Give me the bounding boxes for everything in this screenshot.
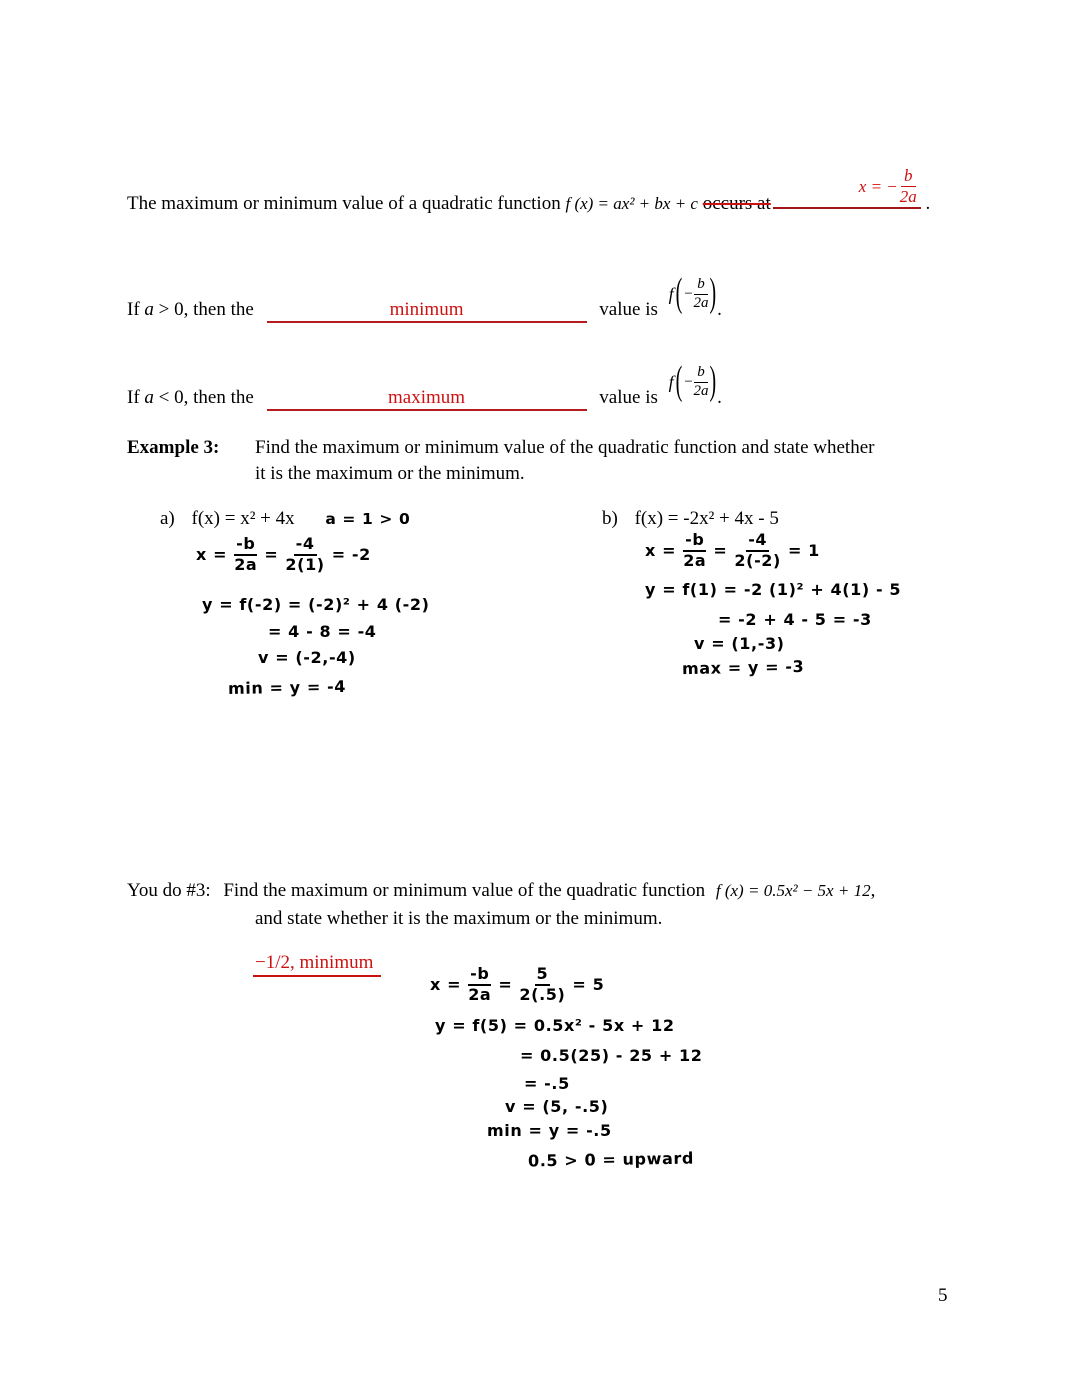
hw-fraction-5-over-1 — [519, 966, 565, 1004]
hw-equals: = — [498, 975, 513, 995]
quadratic-formula: f (x) = ax² + bx + c — [565, 194, 698, 213]
left-paren: ( — [675, 271, 683, 316]
fraction-numerator: -b — [683, 532, 706, 552]
hw-x-result: = 1 — [787, 541, 820, 561]
blank-answer-maximum: maximum — [388, 386, 466, 408]
fraction-denominator: 2(.5) — [519, 984, 566, 1004]
fraction-denominator: 2a — [693, 382, 709, 399]
occurs-at-struck-text: occurs at — [702, 193, 771, 214]
hw-fraction-neg4-over-2 — [285, 536, 324, 574]
fraction-numerator: b — [694, 365, 708, 383]
youdo-instruction: Find the maximum or minimum value of the quadratic function — [223, 880, 706, 901]
part-b-label: b) — [602, 508, 618, 529]
hw-fraction-neg-b-over-2a — [234, 536, 257, 574]
part-a-label: a) — [160, 508, 175, 529]
fraction-denominator: 2a — [899, 187, 917, 207]
part-a-work-vertex-line: v = (-2,-4) — [258, 648, 356, 667]
youdo-work-x-line — [430, 966, 604, 1004]
condition-prefix: If — [127, 298, 140, 320]
youdo-work-y3-line: = -.5 — [524, 1074, 570, 1093]
handwritten-vertex-x-annotation — [859, 167, 917, 206]
fraction-b-over-2a — [693, 365, 708, 400]
fraction-denominator: 2(-2) — [734, 550, 781, 570]
part-b-work-max-line: max = y = -3 — [681, 656, 805, 679]
hw-x-lead: x = — [196, 545, 228, 565]
variable-a: a — [144, 386, 154, 408]
youdo-work-min-line: min = y = -.5 — [487, 1121, 612, 1140]
youdo-line2: and state whether it is the maximum or the minimum. — [255, 908, 663, 929]
part-a-function: f(x) = x² + 4x — [191, 508, 295, 529]
part-b-work-vertex-line: v = (1,-3) — [694, 634, 785, 653]
f-of-neg-b-over-2a — [668, 359, 717, 404]
part-b-header — [602, 508, 779, 530]
fraction-b-over-2a — [900, 167, 917, 206]
fraction-denominator: 2a — [468, 984, 492, 1004]
example3-instruction-line1: Find the maximum or minimum value of the quadratic function and state whether — [255, 437, 875, 458]
example3-instruction-line2: it is the maximum or the minimum. — [255, 463, 525, 484]
fraction-numerator: -b — [468, 966, 491, 986]
negative-sign: − — [683, 285, 694, 302]
function-f: f — [668, 371, 674, 392]
fraction-numerator: -4 — [294, 536, 317, 556]
condition-prefix: If — [127, 386, 140, 408]
hw-x-result: = 5 — [572, 975, 605, 995]
condition-line-a-negative — [127, 359, 722, 415]
hw-x-result: = -2 — [331, 545, 371, 565]
part-b-work-y-line: y = f(1) = -2 (1)² + 4(1) - 5 — [645, 580, 902, 599]
right-paren: ) — [709, 271, 717, 316]
youdo-work-y-line: y = f(5) = 0.5x² - 5x + 12 — [435, 1016, 675, 1035]
function-f: f — [668, 283, 674, 304]
page-number: 5 — [938, 1285, 948, 1306]
fraction-numerator: 5 — [535, 966, 551, 986]
hw-equals: = — [713, 541, 728, 561]
hw-fraction-neg-b-over-2a — [468, 966, 491, 1004]
left-paren: ( — [675, 359, 683, 404]
fraction-numerator: -b — [234, 536, 257, 556]
youdo-work-y2-line: = 0.5(25) - 25 + 12 — [520, 1046, 703, 1065]
youdo-line1 — [127, 880, 875, 902]
youdo-after-formula: , — [870, 880, 876, 901]
fraction-numerator: -4 — [746, 532, 769, 552]
hw-x-lead: x = — [430, 975, 462, 995]
intro-period: . — [925, 193, 931, 214]
part-a-header — [160, 508, 410, 530]
hw-equals: = — [264, 545, 279, 565]
hw-fraction-neg-b-over-2a — [683, 532, 706, 570]
right-paren: ) — [709, 359, 717, 404]
condition-line-a-positive — [127, 271, 722, 327]
youdo-label: You do #3: — [127, 880, 211, 901]
condition-period: . — [717, 298, 722, 320]
condition-middle-text: value is — [599, 298, 658, 320]
intro-line — [127, 166, 931, 215]
part-a-handwritten-note: a = 1 > 0 — [325, 510, 411, 528]
variable-a: a — [144, 298, 154, 320]
part-a-work-x-line — [196, 536, 371, 574]
blank-answer-minimum: minimum — [389, 298, 464, 320]
part-a-work-min-line: min = y = -4 — [227, 676, 347, 699]
fraction-b-over-2a — [693, 277, 708, 312]
condition-text: > 0, then the — [158, 298, 254, 320]
condition-text: < 0, then the — [158, 386, 254, 408]
fraction-numerator: b — [901, 167, 916, 187]
fraction-denominator: 2a — [234, 554, 258, 574]
fill-in-blank-maximum — [267, 387, 587, 411]
youdo-formula: f (x) = 0.5x² − 5x + 12 — [715, 881, 871, 900]
condition-period: . — [717, 386, 722, 408]
part-b-work-x-line — [645, 532, 820, 570]
intro-text: The maximum or minimum value of a quadratic function — [127, 193, 561, 214]
negative-sign: − — [683, 373, 694, 390]
fraction-denominator: 2a — [683, 550, 707, 570]
fraction-denominator: 2a — [693, 294, 709, 311]
fraction-denominator: 2(1) — [285, 554, 325, 574]
f-of-neg-b-over-2a — [668, 271, 717, 316]
youdo-work-upward-line: 0.5 > 0 = upward — [527, 1148, 695, 1171]
part-a-work-y2-line: = 4 - 8 = -4 — [268, 622, 377, 641]
part-a-work-y-line: y = f(-2) = (-2)² + 4 (-2) — [202, 595, 430, 614]
fraction-numerator: b — [694, 277, 708, 295]
youdo-work-vertex-line: v = (5, -.5) — [505, 1097, 609, 1116]
intro-answer-blank — [773, 166, 921, 209]
youdo-answer: −1/2, minimum — [253, 952, 381, 977]
youdo-answer-line — [253, 952, 381, 974]
example3-label: Example 3: — [127, 437, 220, 458]
annotation-lead: x = − — [858, 176, 898, 196]
fill-in-blank-minimum — [267, 299, 587, 323]
condition-middle-text: value is — [599, 386, 658, 408]
part-b-work-y2-line: = -2 + 4 - 5 = -3 — [718, 610, 872, 629]
hw-x-lead: x = — [645, 541, 677, 561]
hw-fraction-neg4-over-2neg2 — [734, 532, 781, 570]
part-b-function: f(x) = -2x² + 4x - 5 — [634, 508, 779, 529]
